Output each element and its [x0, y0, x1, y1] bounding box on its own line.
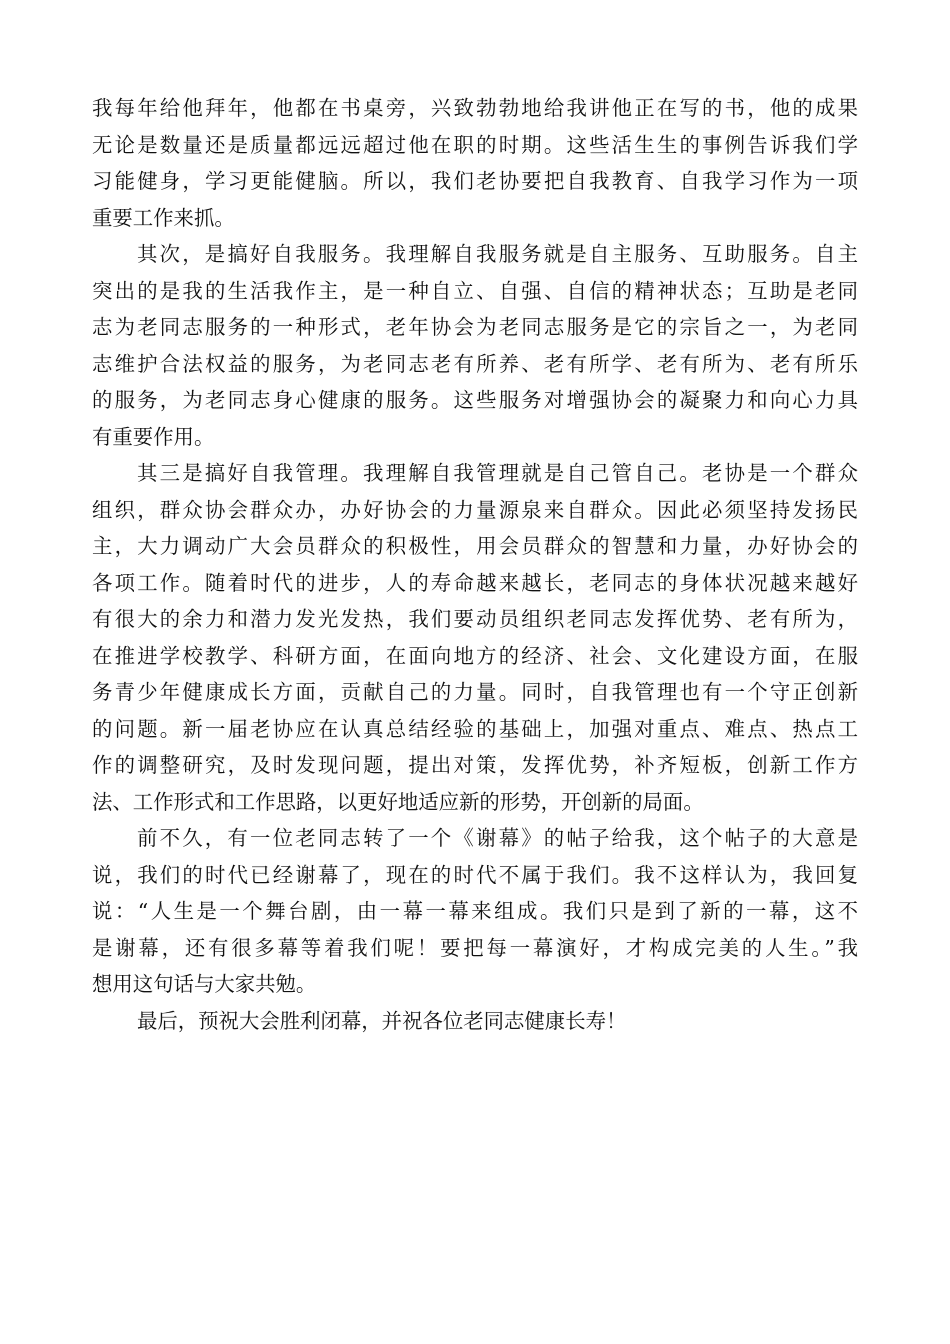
text-line: 志维护合法权益的服务，为老同志老有所养、老有所学、老有所为、老有所乐 — [92, 351, 858, 376]
text-line: 前不久，有一位老同志转了一个《谢幕》的帖子给我，这个帖子的大意是 — [137, 826, 858, 850]
text-line: 其三是搞好自我管理。我理解自我管理就是自己管自己。老协是一个群众 — [137, 461, 858, 485]
text-line: 志为老同志服务的一种形式，老年协会为老同志服务是它的宗旨之一，为老同 — [92, 315, 858, 339]
text-line: 的服务，为老同志身心健康的服务。这些服务对增强协会的凝聚力和向心力具 — [92, 388, 858, 412]
text-line: 无论是数量还是质量都远远超过他在职的时期。这些活生生的事例告诉我们学 — [92, 132, 858, 157]
text-line: 务青少年健康成长方面，贡献自己的力量。同时，自我管理也有一个守正创新 — [92, 680, 858, 704]
paragraph-5 — [92, 1003, 858, 1040]
paragraph-1 — [92, 90, 858, 236]
text-line: 重要工作来抓。 — [92, 205, 235, 230]
text-line: 的问题。新一届老协应在认真总结经验的基础上，加强对重点、难点、热点工 — [92, 716, 858, 741]
text-line: 法、工作形式和工作思路，以更好地适应新的形势，开创新的局面。 — [92, 789, 704, 814]
text-line: 主，大力调动广大会员群众的积极性，用会员群众的智慧和力量，办好协会的 — [92, 534, 858, 558]
text-line: 有很大的余力和潜力发光发热，我们要动员组织老同志发挥优势、老有所为， — [92, 607, 858, 631]
text-line: 有重要作用。 — [92, 424, 215, 449]
document-body — [92, 90, 858, 1039]
paragraph-2 — [92, 236, 858, 455]
text-line: 最后，预祝大会胜利闭幕，并祝各位老同志健康长寿！ — [137, 1008, 627, 1033]
text-line: 作的调整研究，及时发现问题，提出对策，发挥优势，补齐短板，创新工作方 — [92, 753, 858, 777]
text-line: 我每年给他拜年，他都在书桌旁，兴致勃勃地给我讲他正在写的书，他的成果 — [92, 96, 858, 120]
paragraph-3 — [92, 455, 858, 820]
text-line: 习能健身，学习更能健脑。所以，我们老协要把自我教育、自我学习作为一项 — [92, 169, 858, 193]
paragraph-4 — [92, 820, 858, 1003]
text-line: 说：“人生是一个舞台剧，由一幕一幕来组成。我们只是到了新的一幕，这不 — [92, 899, 858, 923]
text-line: 想用这句话与大家共勉。 — [92, 972, 317, 996]
text-line: 组织，群众协会群众办，办好协会的力量源泉来自群众。因此必须坚持发扬民 — [92, 497, 858, 522]
text-line: 各项工作。随着时代的进步，人的寿命越来越长，老同志的身体状况越来越好 — [92, 570, 858, 595]
text-line: 说，我们的时代已经谢幕了，现在的时代不属于我们。我不这样认为，我回复 — [92, 862, 858, 887]
text-line: 在推进学校教学、科研方面，在面向地方的经济、社会、文化建设方面，在服 — [92, 643, 858, 668]
text-line: 是谢幕，还有很多幕等着我们呢！要把每一幕演好，才构成完美的人生。”我 — [92, 935, 858, 960]
text-line: 突出的是我的生活我作主，是一种自立、自强、自信的精神状态；互助是老同 — [92, 278, 858, 303]
text-line: 其次，是搞好自我服务。我理解自我服务就是自主服务、互助服务。自主 — [137, 242, 858, 266]
